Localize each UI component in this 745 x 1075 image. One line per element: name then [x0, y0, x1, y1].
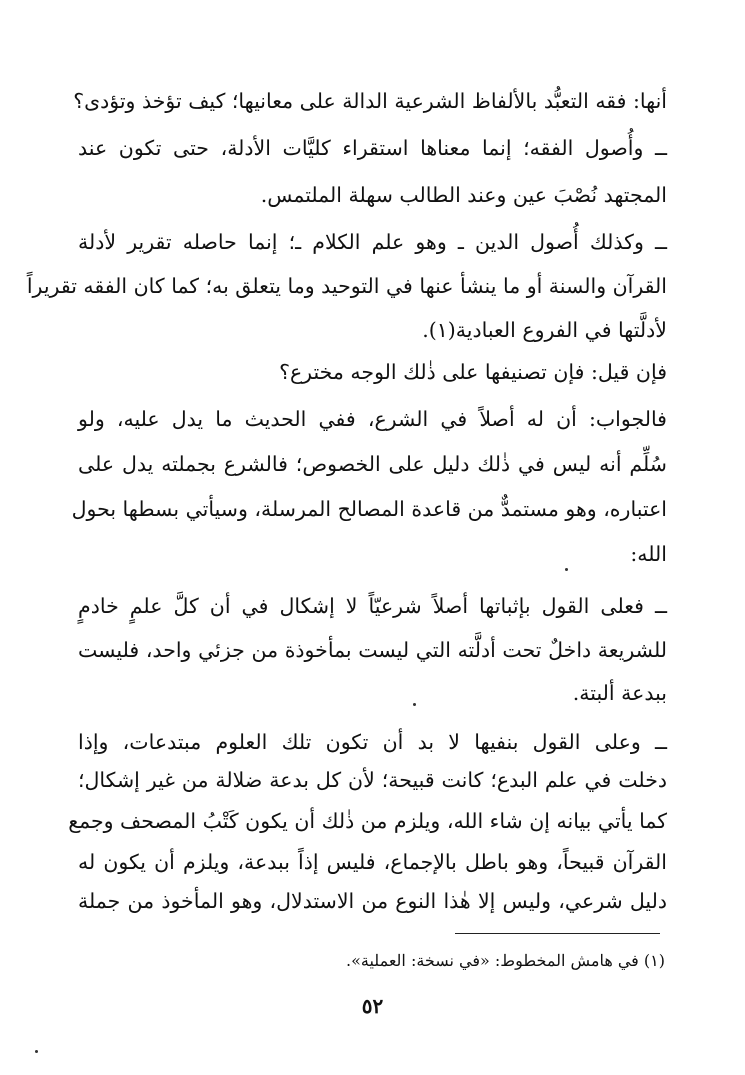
text-line-4: ــ وكذلك أُصول الدين ـ وهو علم الكلام ـ؛ إنما حاصله تقرير لأدلة — [78, 230, 667, 254]
text-line-15: ــ وعلى القول بنفيها لا بد أن تكون تلك العلوم مبتدعات، وإذا — [78, 730, 667, 754]
text-line-9: سُلِّم أنه ليس في ذٰلك دليل على الخصوص؛ فالشرع بجملته يدل على — [78, 452, 667, 476]
scan-speck — [565, 568, 568, 571]
scan-speck — [35, 1050, 38, 1053]
text-line-18: القرآن قبيحاً، وهو باطل بالإجماع، فليس إذاً ببدعة، ويلزم أن يكون له — [78, 850, 667, 874]
scan-speck — [413, 703, 416, 706]
text-line-7: فإن قيل: فإن تصنيفها على ذٰلك الوجه مخترع؟ — [279, 360, 667, 384]
text-line-19: دليل شرعي، وليس إلا هٰذا النوع من الاستدلال، وهو المأخوذ من جملة — [78, 889, 667, 913]
text-line-13: للشريعة داخلٌ تحت أدلَّته التي ليست بمأخوذة من جزئي واحد، فليست — [78, 638, 667, 662]
text-line-3: المجتهد نُصْبَ عين وعند الطالب سهلة الملتمس. — [260, 183, 667, 207]
text-line-17: كما يأتي بيانه إن شاء الله، ويلزم من ذٰلك أن يكون كَتْبُ المصحف وجمع — [68, 809, 667, 833]
footnote-divider — [455, 933, 660, 934]
text-line-14: ببدعة ألبتة. — [572, 681, 667, 705]
text-line-11: الله: — [630, 542, 667, 566]
text-line-2: ــ وأُصول الفقه؛ إنما معناها استقراء كليَّات الأدلة، حتى تكون عند — [78, 136, 667, 160]
page-number: ٥٢ — [361, 994, 384, 1018]
text-line-5: القرآن والسنة أو ما ينشأ عنها في التوحيد وما يتعلق به؛ كما كان الفقه تقريراً — [26, 274, 667, 298]
text-line-6: لأدلَّتها في الفروع العبادية(١). — [422, 318, 667, 342]
text-line-10: اعتباره، وهو مستمدٌّ من قاعدة المصالح المرسلة، وسيأتي بسطها بحول — [71, 497, 667, 521]
text-line-1: أنها: فقه التعبُّد بالألفاظ الشرعية الدالة على معانيها؛ كيف تؤخذ وتؤدى؟ — [73, 89, 667, 113]
footnote: (١) في هامش المخطوط: «في نسخة: العملية». — [345, 951, 665, 970]
text-line-12: ــ فعلى القول بإثباتها أصلاً شرعيّاً لا إشكال في أن كلَّ علمٍ خادمٍ — [78, 594, 667, 618]
text-line-16: دخلت في علم البدع؛ كانت قبيحة؛ لأن كل بدعة ضلالة من غير إشكال؛ — [78, 768, 667, 792]
text-line-8: فالجواب: أن له أصلاً في الشرع، ففي الحديث ما يدل عليه، ولو — [78, 407, 667, 431]
